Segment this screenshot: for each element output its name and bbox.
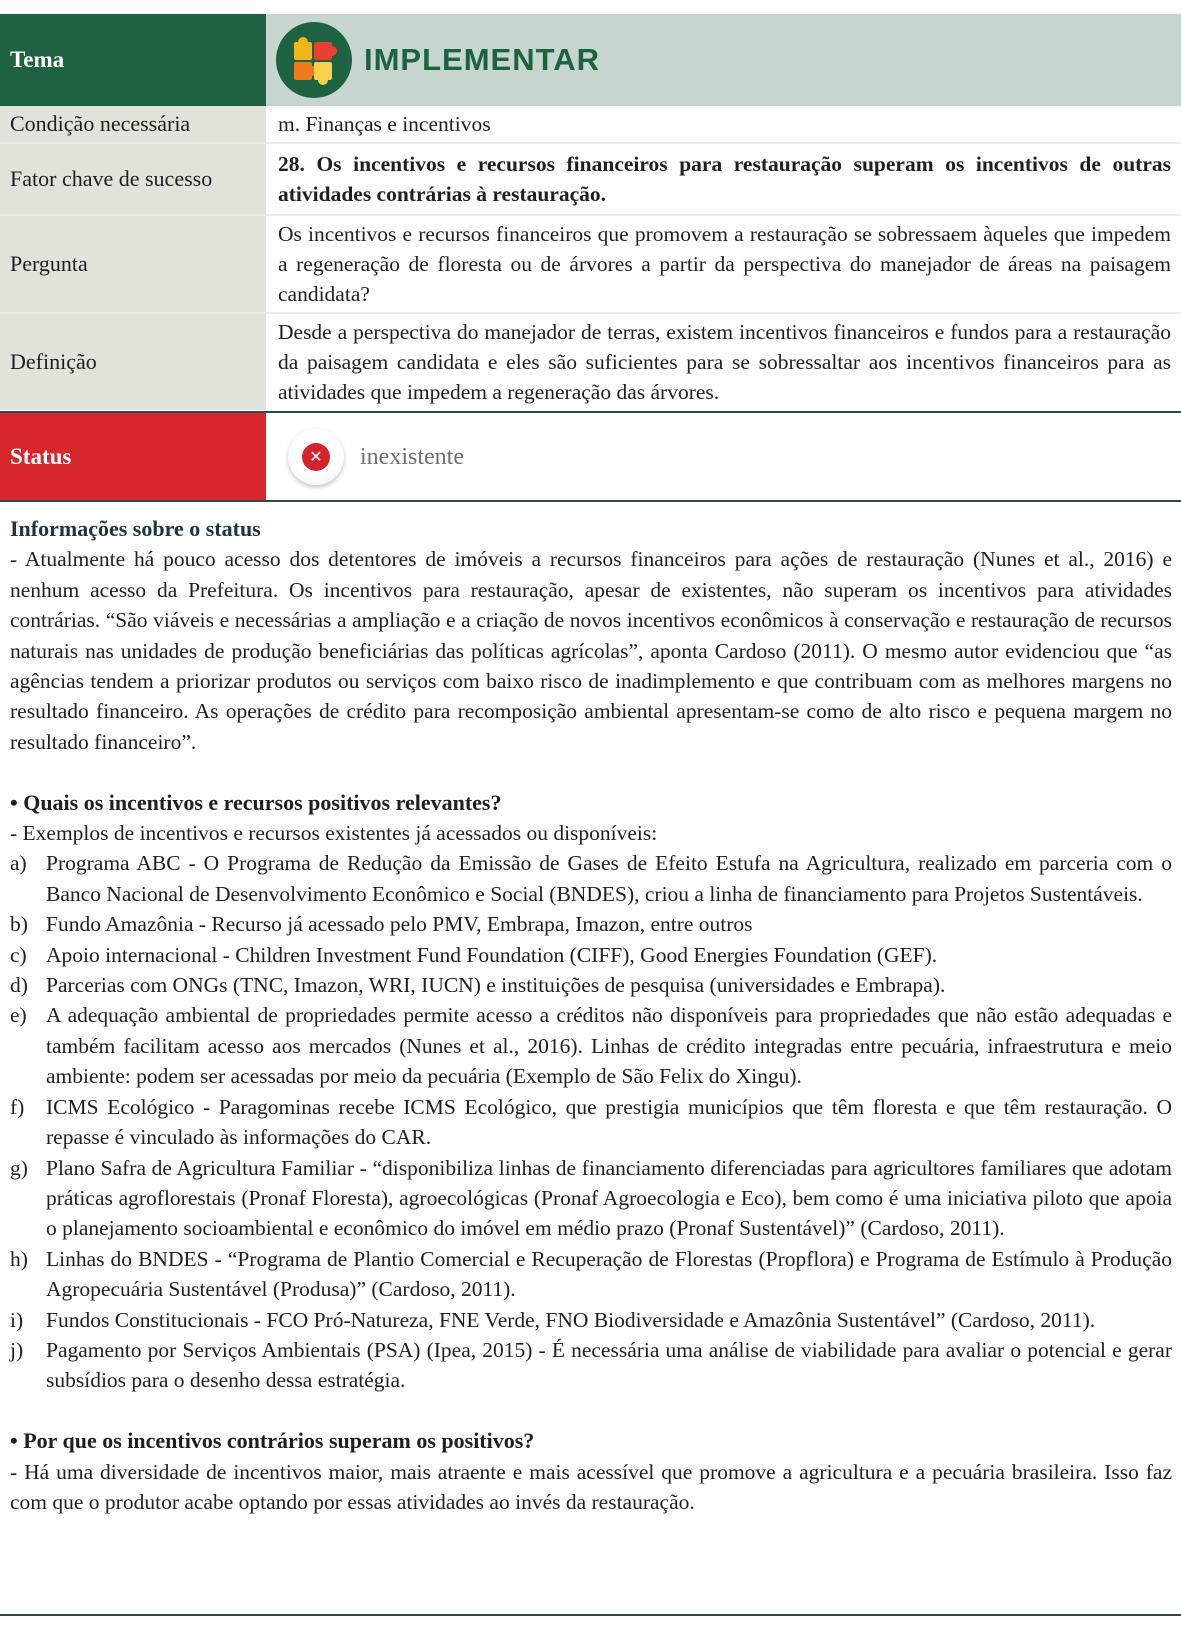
status-bottom-rule (0, 500, 1181, 502)
x-circle-icon: ✕ (288, 429, 344, 485)
tema-label: Tema (0, 14, 266, 106)
list-item: b) Fundo Amazônia - Recurso já acessado pelo PMV, Embrapa, Imazon, entre outros (10, 912, 753, 937)
fator-label: Fator chave de sucesso (0, 144, 266, 214)
incentives-list (10, 848, 1172, 1395)
definicao-value: Desde a perspectiva do manejador de terras, existem incentivos financeiros e fundos para a restauração da paisagem candidata e eles são suficientes para se sobressaltar aos incentivos financeiros para as atividades que impedem a regeneração das árvores. (266, 314, 1181, 410)
condicao-label: Condição necessária (0, 106, 266, 142)
status-row (0, 413, 1181, 500)
tema-title: IMPLEMENTAR (364, 42, 601, 77)
question-positive-incentives: • Quais os incentivos e recursos positivos relevantes? (10, 789, 502, 815)
status-value: inexistente (360, 443, 464, 470)
condicao-row (0, 106, 1181, 142)
fator-row (0, 144, 1181, 214)
status-value-cell (266, 413, 1181, 500)
info-intro: - Atualmente há pouco acesso dos detentores de imóveis a recursos financeiros para ações de restauração (Nunes et al., 2016) e nenhum acesso da Prefeitura. Os incentivos para restauração, apesar de existentes, não superam os incentivos para atividades contrárias. “São viáveis e necessárias a ampliação e a criação de novos incentivos econômicos à conservação e restauração de recursos naturais nas unidades de produção beneficiárias das políticas agrícolas”, aponta Cardoso (2011). O mesmo autor evidenciou que “as agências tendem a priorizar produtos ou serviços com baixo risco de inadimplemento e que contribuam com as melhores margens no resultado financeiro. As operações de crédito para recomposição ambiental apresentam-se como de alto risco e pequena margem no resultado financeiro”. (10, 547, 1172, 754)
list-item: j) Pagamento por Serviços Ambientais (PSA) (Ipea, 2015) - É necessária uma análise de viabilidade para avaliar o potencial e gerar subsídios para o desenho dessa estratégia. (10, 1337, 1172, 1393)
list-item: c) Apoio internacional - Children Investment Fund Foundation (CIFF), Good Energies Foundation (GEF). (10, 942, 938, 967)
pergunta-row (0, 216, 1181, 312)
question-contrary-incentives: • Por que os incentivos contrários superam os positivos? (10, 1428, 535, 1454)
question-positive-intro: - Exemplos de incentivos e recursos existentes já acessados ou disponíveis: (10, 821, 658, 846)
pergunta-label: Pergunta (0, 216, 266, 312)
list-item: g) Plano Safra de Agricultura Familiar - “disponibiliza linhas de financiamento diferenciadas para agricultores familiares que adotam práticas agroflorestais (Pronaf Floresta), agroecológicas (Pronaf Agroecologia e Eco), bem como é uma iniciativa piloto que apoia o planejamento socioambiental e econômico do imóvel em médio prazo (Pronaf Sustentável)” (Cardoso, 2011). (10, 1155, 1172, 1241)
page-bottom-rule (0, 1614, 1181, 1616)
list-item: d) Parcerias com ONGs (TNC, Imazon, WRI, IUCN) e instituições de pesquisa (universidades e Embrapa). (10, 973, 946, 998)
question-contrary-text: - Há uma diversidade de incentivos maior, mais atraente e mais acessível que promove a agricultura e a pecuária brasileira. Isso faz com que o produtor acabe optando por essas atividades ao invés da restauração. (10, 1459, 1172, 1514)
status-info-section (10, 514, 1172, 1517)
tema-value-cell (266, 14, 1181, 106)
status-label: Status (0, 413, 266, 500)
definicao-label: Definição (0, 314, 266, 410)
list-item: a) Programa ABC - O Programa de Redução da Emissão de Gases de Efeito Estufa na Agricultura, realizado em parceria com o Banco Nacional de Desenvolvimento Econômico e Social (BNDES), criou a linha de financiamento para Projetos Sustentáveis. (10, 851, 1172, 906)
list-item: i) Fundos Constitucionais - FCO Pró-Natureza, FNE Verde, FNO Biodiversidade e Amazônia Sustentável” (Cardoso, 2011). (10, 1307, 1096, 1332)
definicao-row (0, 314, 1181, 410)
list-item: e) A adequação ambiental de propriedades permite acesso a créditos não disponíveis para propriedades que não estão adequadas e também facilitam acesso aos mercados (Nunes et al., 2016). Linhas de crédito integradas entre pecuária, infraestrutura e meio ambiente: podem ser acessadas por meio da pecuária (Exemplo de São Felix do Xingu). (10, 1003, 1172, 1089)
puzzle-icon (276, 22, 352, 98)
info-heading: Informações sobre o status (10, 516, 261, 541)
list-item: f) ICMS Ecológico - Paragominas recebe ICMS Ecológico, que prestigia municípios que têm floresta e que têm restauração. O repasse é vinculado às informações do CAR. (10, 1094, 1172, 1150)
condicao-value: m. Finanças e incentivos (266, 106, 1181, 142)
tema-row (0, 14, 1181, 106)
list-item: h) Linhas do BNDES - “Programa de Plantio Comercial e Recuperação de Florestas (Propflora) e Programa de Estímulo à Produção Agropecuária Sustentável (Produsa)” (Cardoso, 2011). (10, 1246, 1172, 1302)
fator-value: 28. Os incentivos e recursos financeiros para restauração superam os incentivos de outras atividades contrárias à restauração. (266, 144, 1181, 214)
pergunta-value: Os incentivos e recursos financeiros que promovem a restauração se sobressaem àqueles que impedem a regeneração de floresta ou de árvores a partir da perspectiva do manejador de áreas na paisagem candidata? (266, 216, 1181, 312)
